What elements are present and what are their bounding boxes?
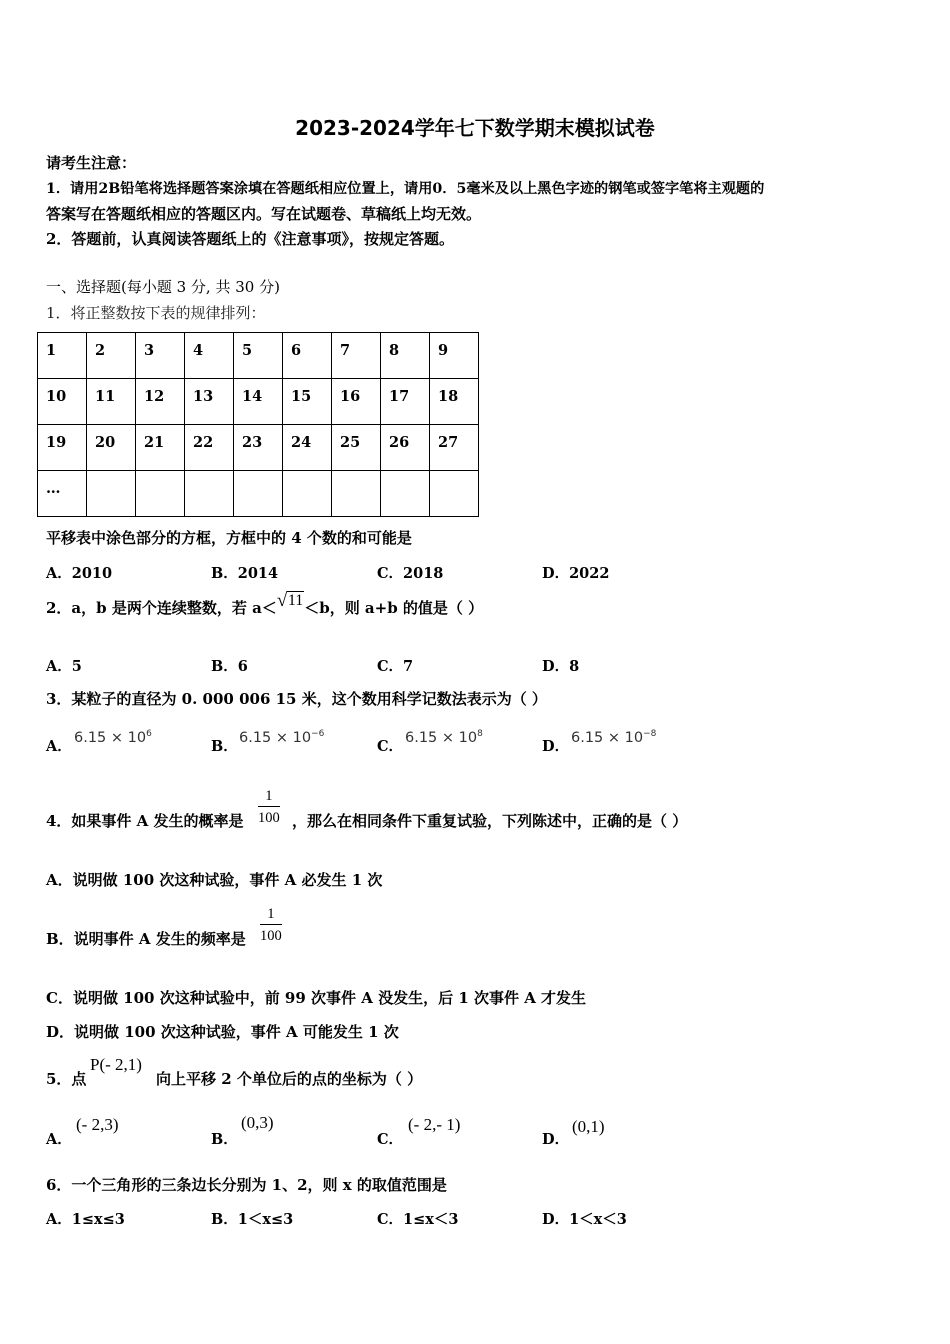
q3-stem: 3．某粒子的直径为 0. 000 006 15 米，这个数用科学记数法表示为（ ） [46, 690, 547, 708]
q4-fraction-denominator: 100 [258, 810, 280, 826]
table-cell: 25 [332, 425, 381, 471]
table-cell: 7 [332, 333, 381, 379]
table-row [38, 379, 479, 425]
q6-option-b: B．1＜x≤3 [211, 1211, 294, 1228]
table-cell [332, 471, 381, 517]
q3-option-d-label: D． [542, 738, 570, 755]
q5-option-c-value: (- 2,- 1) [408, 1115, 461, 1134]
q2-option-d: D．8 [542, 658, 580, 675]
notice-line-2: 2．答题前，认真阅读答题纸上的《注意事项》，按规定答题。 [46, 230, 454, 248]
table-cell [381, 471, 430, 517]
q3-option-c-value [405, 729, 483, 746]
q4-option-b: B．说明事件 A 发生的频率是 [46, 930, 246, 948]
section-heading: 一、选择题(每小题 3 分, 共 30 分) [46, 278, 280, 296]
table-cell: … [38, 471, 87, 517]
q2-radicand: 11 [287, 592, 304, 609]
q5-option-d-value: (0,1) [572, 1117, 605, 1136]
q3-option-d-value [571, 729, 656, 746]
table-cell: 17 [381, 379, 430, 425]
table-cell: 1 [38, 333, 87, 379]
q4-option-c: C．说明做 100 次这种试验中，前 99 次事件 A 没发生，后 1 次事件 A 才发生 [46, 989, 587, 1007]
table-cell: 15 [283, 379, 332, 425]
number-table [37, 332, 479, 517]
table-cell: 18 [430, 379, 479, 425]
sqrt-sign-icon: √ [276, 590, 288, 611]
q5-point: P(- 2,1) [90, 1055, 142, 1074]
q3-b-base: 6.15 × 10 [239, 729, 312, 746]
q4-b-fraction-denominator: 100 [260, 928, 282, 944]
q3-a-base: 6.15 × 10 [74, 729, 147, 746]
table-cell: 6 [283, 333, 332, 379]
table-cell: 14 [234, 379, 283, 425]
q1-option-a: A．2010 [46, 565, 113, 582]
table-cell: 21 [136, 425, 185, 471]
table-cell: 9 [430, 333, 479, 379]
table-cell: 20 [87, 425, 136, 471]
q4-b-fraction-numerator: 1 [260, 904, 282, 925]
table-cell [136, 471, 185, 517]
table-cell: 12 [136, 379, 185, 425]
q5-option-a-label: A． [46, 1131, 72, 1148]
q4-fraction [258, 786, 280, 829]
q1-option-b: B．2014 [211, 565, 279, 582]
q3-option-a-label: A． [46, 738, 72, 755]
q5-stem-post: 向上平移 2 个单位后的点的坐标为（ ） [156, 1070, 423, 1088]
q3-c-exp: 8 [477, 729, 483, 739]
q5-option-d-label: D． [542, 1131, 570, 1148]
q4-option-d: D．说明做 100 次这种试验，事件 A 可能发生 1 次 [46, 1023, 399, 1041]
q3-c-base: 6.15 × 10 [405, 729, 478, 746]
table-cell: 5 [234, 333, 283, 379]
q3-a-exp: 6 [146, 729, 152, 739]
q6-option-c: C．1≤x＜3 [377, 1211, 459, 1228]
q3-b-exp: −6 [311, 729, 325, 739]
q4-option-a: A．说明做 100 次这种试验，事件 A 必发生 1 次 [46, 871, 383, 889]
q3-d-base: 6.15 × 10 [571, 729, 644, 746]
q2-option-b: B．6 [211, 658, 248, 675]
q6-stem: 6．一个三角形的三条边长分别为 1、2，则 x 的取值范围是 [46, 1176, 447, 1194]
q5-option-a-value: (- 2,3) [76, 1115, 119, 1134]
table-row [38, 425, 479, 471]
table-cell: 16 [332, 379, 381, 425]
q5-option-c-label: C． [377, 1131, 404, 1148]
table-cell: 2 [87, 333, 136, 379]
q1-option-c: C．2018 [377, 565, 444, 582]
table-cell [185, 471, 234, 517]
q5-stem-pre: 5．点 [46, 1070, 87, 1088]
table-cell [234, 471, 283, 517]
q3-option-b-label: B． [211, 738, 238, 755]
table-cell: 22 [185, 425, 234, 471]
table-cell: 26 [381, 425, 430, 471]
q6-option-a: A．1≤x≤3 [46, 1211, 125, 1228]
table-cell: 4 [185, 333, 234, 379]
q3-option-a-value [74, 729, 152, 746]
q4-fraction-numerator: 1 [258, 786, 280, 807]
table-cell: 19 [38, 425, 87, 471]
q4-stem-post: ，那么在相同条件下重复试验，下列陈述中，正确的是（ ） [292, 812, 688, 830]
notice-line-1b: 答案写在答题纸相应的答题区内。写在试题卷、草稿纸上均无效。 [46, 205, 482, 223]
table-cell: 10 [38, 379, 87, 425]
table-cell: 3 [136, 333, 185, 379]
q5-option-b-label: B． [211, 1131, 238, 1148]
table-cell: 13 [185, 379, 234, 425]
q1-option-d: D．2022 [542, 565, 610, 582]
table-cell: 11 [87, 379, 136, 425]
q3-option-b-value [239, 729, 324, 746]
table-row [38, 333, 479, 379]
q2-option-a: A．5 [46, 658, 82, 675]
table-cell: 23 [234, 425, 283, 471]
q3-option-c-label: C． [377, 738, 404, 755]
notice-heading: 请考生注意： [46, 154, 137, 172]
table-cell: 27 [430, 425, 479, 471]
q2-stem [46, 590, 484, 618]
table-cell: 24 [283, 425, 332, 471]
exam-title: 2023-2024学年七下数学期末模拟试卷 [295, 116, 655, 140]
q4-option-b-fraction [260, 904, 282, 947]
table-cell: 8 [381, 333, 430, 379]
table-cell [87, 471, 136, 517]
table-row [38, 471, 479, 517]
q1-question: 平移表中涂色部分的方框，方框中的 4 个数的和可能是 [46, 529, 412, 547]
q3-d-exp: −8 [643, 729, 657, 739]
q6-option-d: D．1＜x＜3 [542, 1211, 627, 1228]
q5-option-b-value: (0,3) [241, 1113, 274, 1132]
table-cell [283, 471, 332, 517]
notice-line-1: 1．请用2B铅笔将选择题答案涂填在答题纸相应位置上，请用0．5毫米及以上黑色字迹的钢笔或签字笔将主观题的 [46, 181, 765, 197]
q4-stem-pre: 4．如果事件 A 发生的概率是 [46, 812, 244, 830]
q2-option-c: C．7 [377, 658, 414, 675]
q1-stem: 1．将正整数按下表的规律排列： [46, 304, 266, 322]
sqrt-expression [277, 592, 304, 610]
table-cell [430, 471, 479, 517]
q2-stem-post: ＜b，则 a+b 的值是（ ） [304, 599, 484, 617]
q2-stem-pre: 2．a，b 是两个连续整数，若 a＜ [46, 599, 277, 617]
